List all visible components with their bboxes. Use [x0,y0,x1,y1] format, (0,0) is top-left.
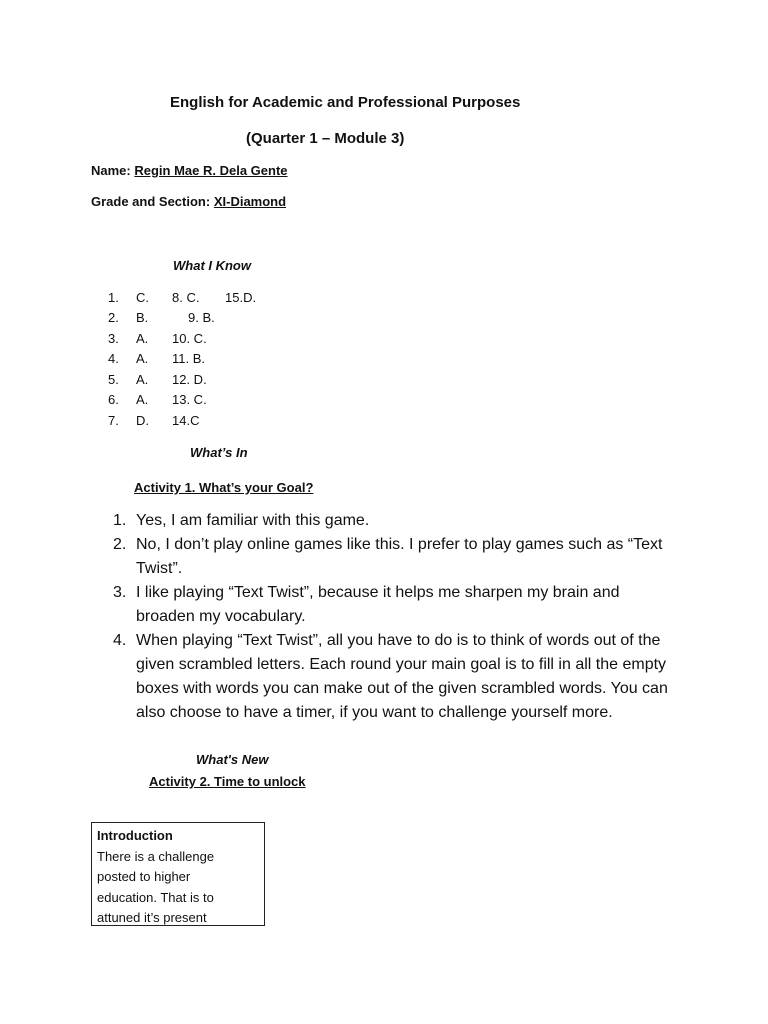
answer-col-1: A. [136,331,149,346]
list-item [113,509,673,533]
answer-number: 1. [108,290,119,305]
answer-col-3: 15.D. [225,290,257,305]
grade-value: XI-Diamond [213,194,287,209]
name-value: Regin Mae R. Dela Gente [134,163,288,178]
answer-col-2: 11. B. [172,351,206,366]
grade-line [91,194,286,209]
answer-col-2: 13. C. [172,392,207,407]
answer-col-1: D. [136,413,149,428]
list-item [113,581,673,629]
introduction-line: There is a challenge [97,848,215,864]
answer-col-1: A. [136,351,149,366]
introduction-line: attuned it’s present [97,910,207,925]
list-item [113,533,673,581]
document-subtitle: (Quarter 1 – Module 3) [246,130,405,147]
list-text: I like playing “Text Twist”, because it helps me sharpen my brain and broaden my vocabulary. [136,584,620,625]
introduction-line: education. That is to [97,889,214,905]
list-text: When playing “Text Twist”, all you have to do is to think of words out of the given scrambled letters. Each round your main goal is to fill in all the empty boxes with words you can make out of the given scrambled words. You can also choose to have a timer, if you want to challenge yourself more. [136,632,668,721]
answer-col-1: B. [136,310,149,325]
introduction-box [91,822,265,926]
list-text: Yes, I am familiar with this game. [136,512,370,529]
answer-number: 3. [108,331,119,346]
answer-col-2: 14.C [172,413,200,428]
list-number: 1. [113,512,127,529]
what-i-know-heading: What I Know [173,258,251,273]
answer-number: 7. [108,413,119,428]
document-title: English for Academic and Professional Purposes [170,94,521,111]
goal-answers-list [113,509,673,725]
answer-col-2: 12. D. [172,372,207,387]
list-text: No, I don’t play online games like this. I prefer to play games such as “Text Twist”. [136,536,663,577]
whats-new-heading: What's New [196,752,269,767]
answer-number: 4. [108,351,119,366]
list-number: 2. [113,536,127,553]
name-line [91,163,288,178]
answer-col-1: A. [136,392,149,407]
list-number: 4. [113,632,127,649]
whats-in-heading: What’s In [190,445,248,460]
list-number: 3. [113,584,127,601]
answer-number: 5. [108,372,119,387]
introduction-title: Introduction [97,828,173,843]
name-label: Name: [91,163,131,178]
answer-col-2: 9. B. [188,310,215,325]
activity-2-title: Activity 2. Time to unlock [149,774,306,789]
answer-col-2: 8. C. [172,290,200,305]
grade-label: Grade and Section: [91,194,211,209]
introduction-line: posted to higher [97,869,191,884]
activity-1-title: Activity 1. What’s your Goal? [134,480,314,495]
answer-col-2: 10. C. [172,331,207,346]
answer-number: 6. [108,392,119,407]
list-item [113,629,673,725]
answer-number: 2. [108,310,119,325]
answer-col-1: C. [136,290,149,305]
answer-col-1: A. [136,372,149,387]
